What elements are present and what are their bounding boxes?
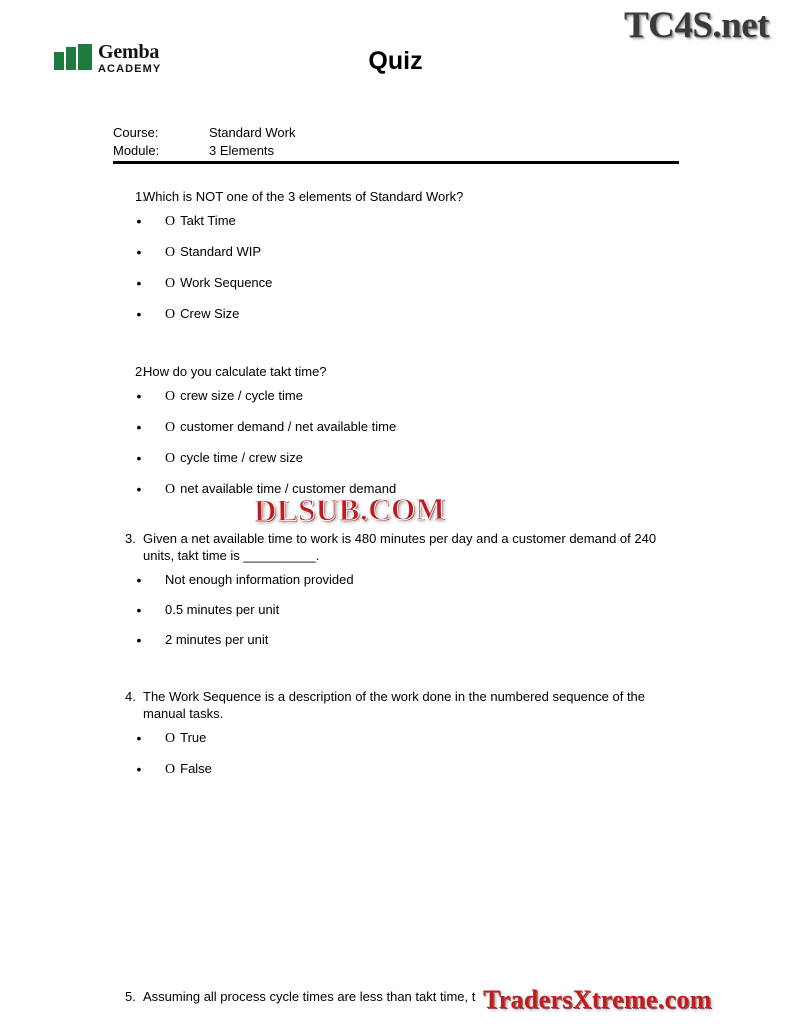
choice-label: crew size / cycle time	[180, 388, 303, 403]
question-3-line	[113, 530, 683, 564]
choice-label: Work Sequence	[180, 275, 273, 290]
choice-label: Not enough information provided	[165, 572, 354, 587]
bullet-icon: •	[136, 602, 142, 618]
choice-option[interactable]	[113, 244, 683, 261]
question-5-text: Assuming all process cycle times are less than takt time, t	[143, 989, 476, 1004]
bullet-icon: •	[136, 481, 142, 497]
question-1-choices	[113, 213, 683, 323]
bullet-icon: •	[136, 761, 142, 777]
radio-icon[interactable]: O	[165, 482, 176, 497]
bullet-icon: •	[136, 388, 142, 404]
watermark-top-right: TC4S.net	[623, 5, 769, 46]
bullet-icon: •	[136, 244, 142, 260]
radio-icon[interactable]: O	[165, 245, 176, 260]
page-title: Quiz	[368, 47, 423, 75]
choice-option[interactable]	[113, 602, 683, 618]
logo-sub-text: ACADEMY	[98, 63, 162, 75]
module-label: Module:	[113, 143, 160, 158]
choice-option[interactable]	[113, 730, 683, 747]
radio-icon[interactable]: O	[165, 762, 176, 777]
watermark-center: DLSUB.COM	[253, 490, 446, 529]
bullet-icon: •	[136, 275, 142, 291]
question-2-number: 2.	[135, 364, 146, 379]
choice-option[interactable]	[113, 572, 683, 588]
question-3	[113, 530, 683, 648]
module-value: 3 Elements	[209, 143, 275, 158]
radio-icon[interactable]: O	[165, 276, 176, 291]
choice-label: 2 minutes per unit	[165, 632, 269, 647]
question-4	[113, 688, 683, 778]
choice-label: Standard WIP	[180, 244, 262, 259]
question-2	[113, 363, 683, 498]
choice-option[interactable]	[113, 632, 683, 648]
radio-icon[interactable]: O	[165, 214, 176, 229]
choice-label: False	[180, 761, 212, 776]
choice-option[interactable]	[113, 388, 683, 405]
choice-option[interactable]	[113, 306, 683, 323]
section-spacer	[113, 662, 683, 688]
radio-icon[interactable]: O	[165, 731, 176, 746]
section-spacer	[113, 337, 683, 363]
question-4-choices	[113, 730, 683, 778]
question-2-line	[113, 363, 683, 380]
bullet-icon: •	[136, 572, 142, 588]
choice-label: True	[180, 730, 207, 745]
header-divider	[113, 161, 679, 164]
bullet-icon: •	[136, 213, 142, 229]
bullet-icon: •	[136, 632, 142, 648]
choice-label: cycle time / crew size	[180, 450, 303, 465]
bullet-icon: •	[136, 450, 142, 466]
radio-icon[interactable]: O	[165, 420, 176, 435]
question-5-number: 5.	[125, 989, 136, 1004]
choice-option[interactable]	[113, 761, 683, 778]
watermark-bottom-right: TradersXtreme.com	[483, 985, 712, 1014]
choice-label: 0.5 minutes per unit	[165, 602, 280, 617]
choice-option[interactable]	[113, 275, 683, 292]
radio-icon[interactable]: O	[165, 307, 176, 322]
question-3-text: Given a net available time to work is 480 minutes per day and a customer demand of 240 units, takt time is __________.	[143, 531, 657, 563]
bullet-icon: •	[136, 419, 142, 435]
question-1-line	[113, 188, 683, 205]
module-row	[113, 142, 679, 160]
bullet-icon: •	[136, 730, 142, 746]
choice-label: customer demand / net available time	[180, 419, 397, 434]
course-row	[113, 124, 679, 142]
course-meta	[113, 124, 679, 160]
question-3-number: 3.	[125, 531, 136, 546]
radio-icon[interactable]: O	[165, 451, 176, 466]
bullet-icon: •	[136, 306, 142, 322]
question-4-line	[113, 688, 683, 722]
logo-brand-text: Gemba	[98, 41, 160, 63]
question-2-choices	[113, 388, 683, 498]
choice-option[interactable]	[113, 419, 683, 436]
course-label: Course:	[113, 125, 159, 140]
choice-option[interactable]	[113, 450, 683, 467]
question-list	[113, 188, 683, 792]
course-value: Standard Work	[209, 125, 296, 140]
question-1-text: Which is NOT one of the 3 elements of Standard Work?	[143, 189, 464, 204]
question-4-text: The Work Sequence is a description of the work done in the numbered sequence of the manual tasks.	[143, 689, 646, 721]
choice-label: Crew Size	[180, 306, 240, 321]
radio-icon[interactable]: O	[165, 389, 176, 404]
choice-label: net available time / customer demand	[180, 481, 397, 496]
question-4-number: 4.	[125, 689, 136, 704]
question-2-text: How do you calculate takt time?	[143, 364, 327, 379]
question-1-number: 1.	[135, 189, 146, 204]
question-3-choices	[113, 572, 683, 648]
choice-label: Takt Time	[180, 213, 236, 228]
choice-option[interactable]	[113, 213, 683, 230]
question-1	[113, 188, 683, 323]
